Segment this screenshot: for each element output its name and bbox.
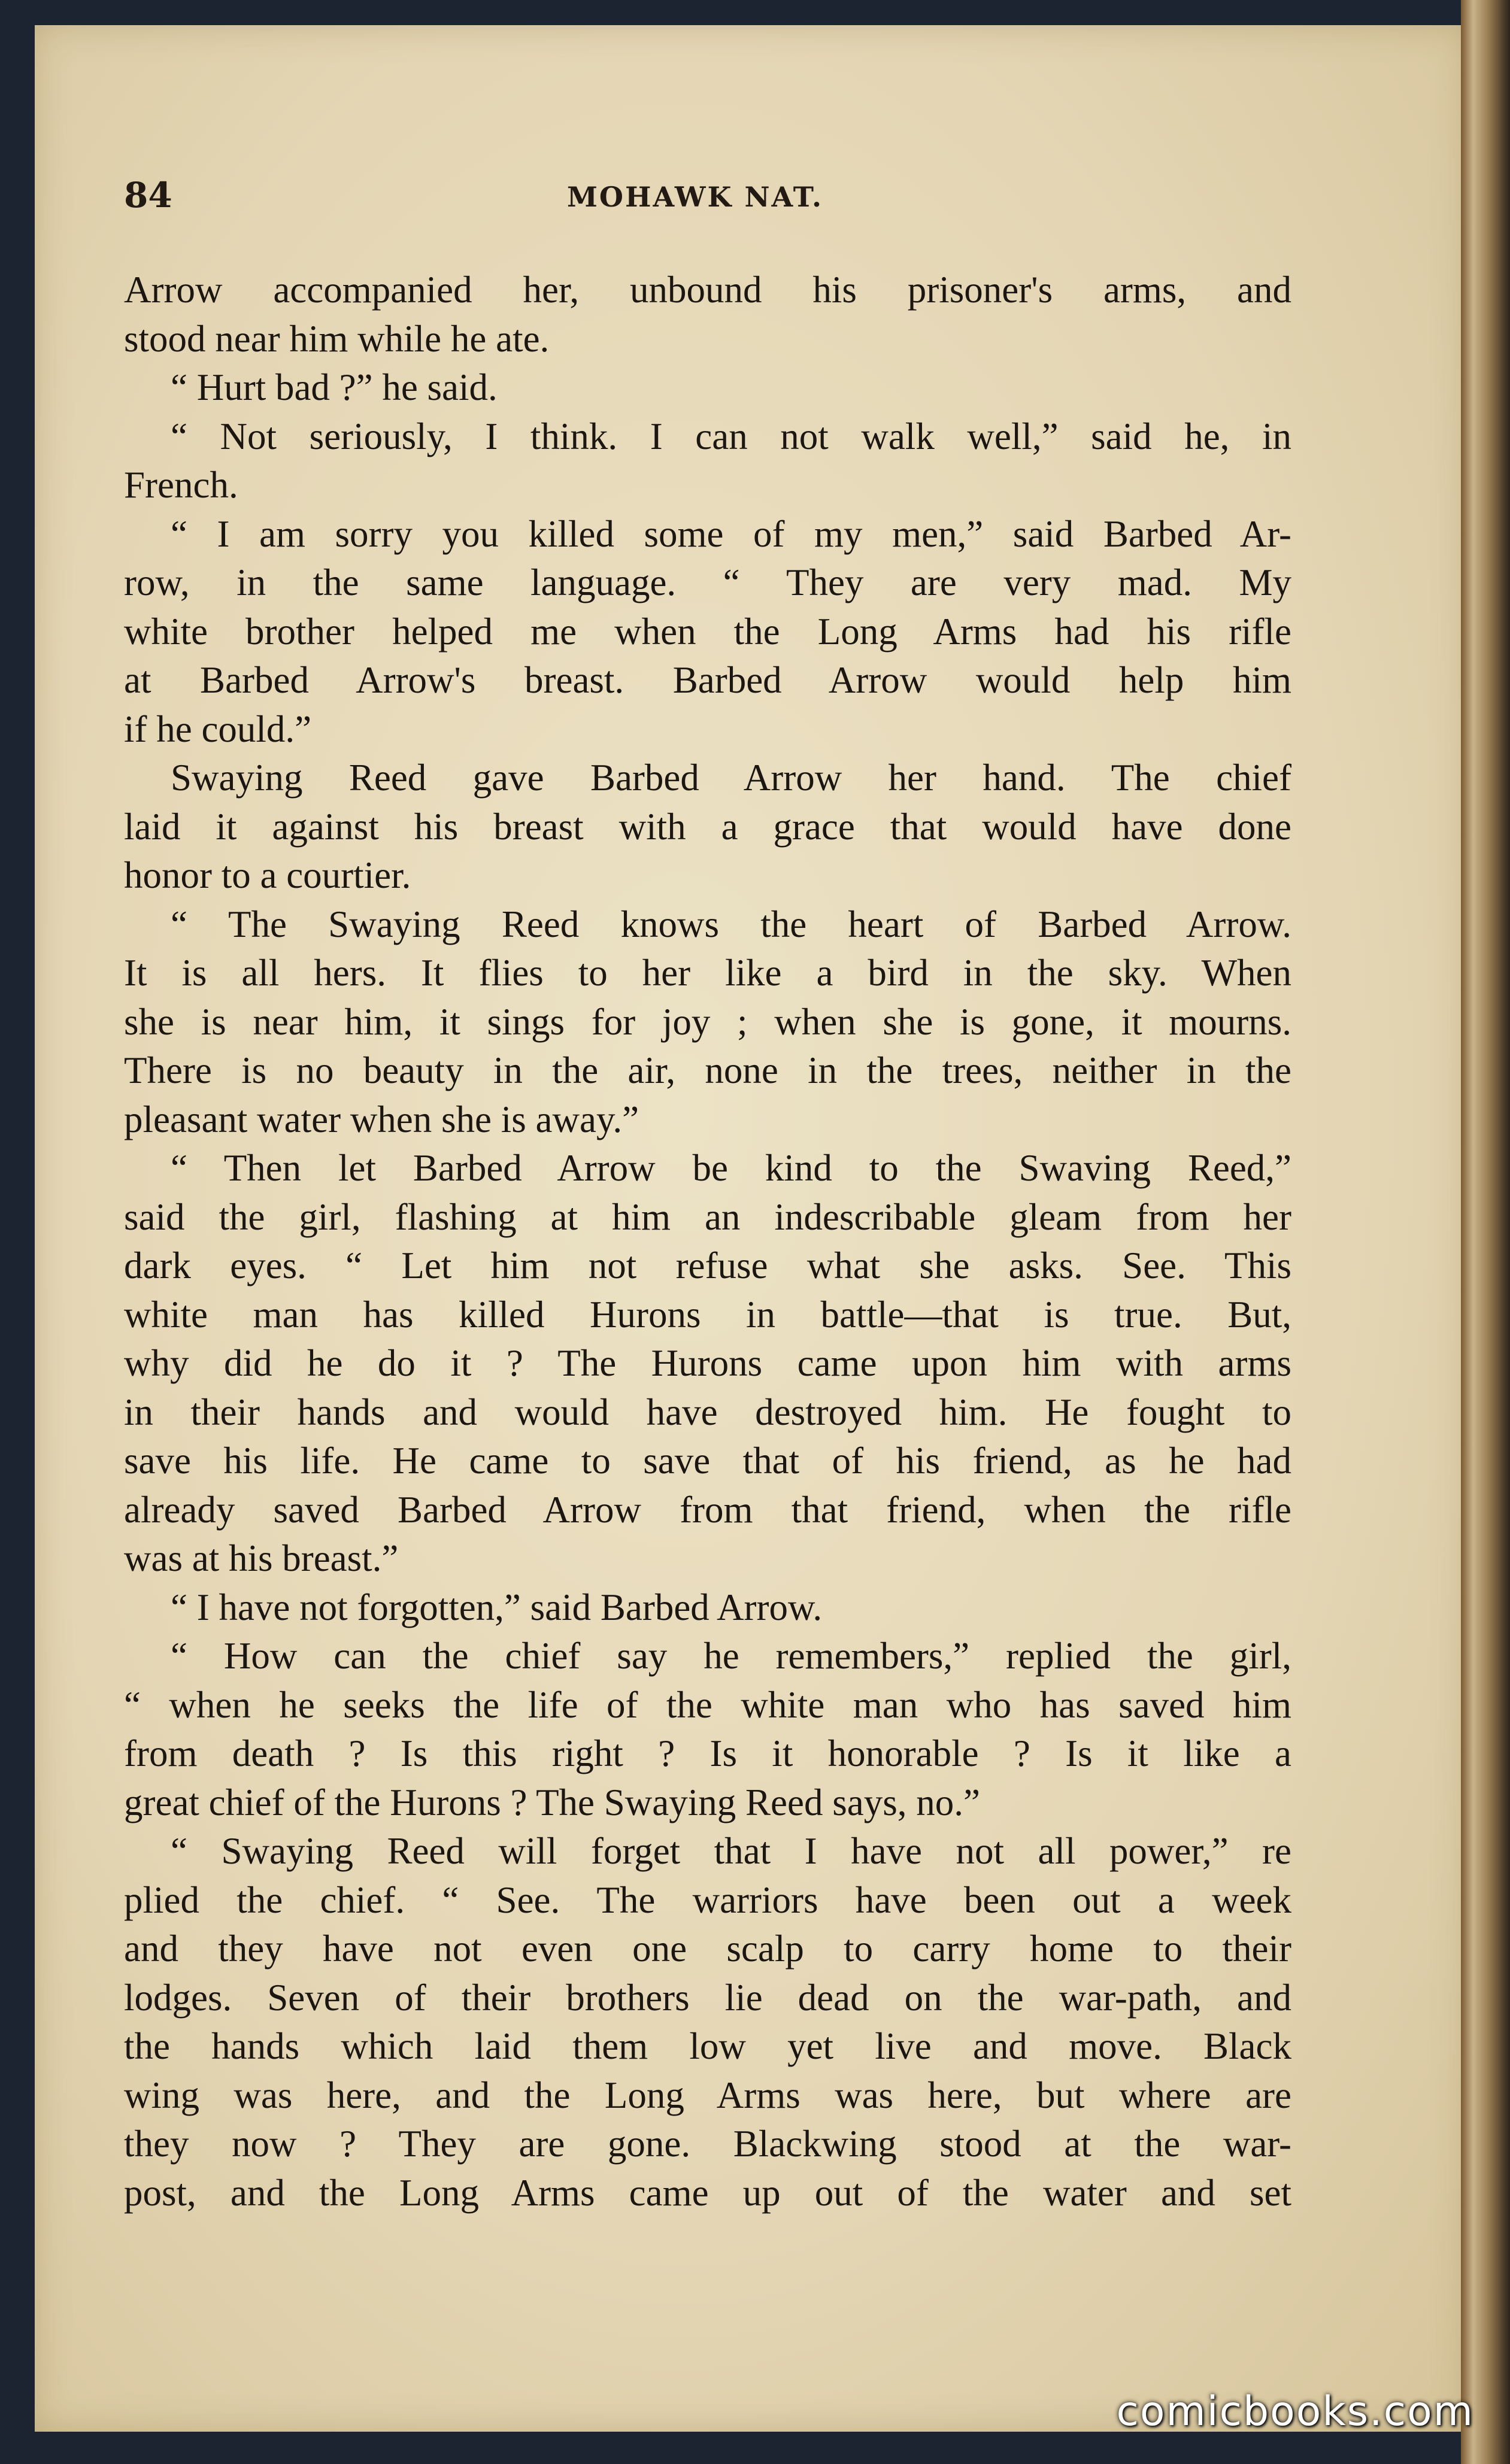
body-text: [124, 266, 1291, 2217]
running-header: [124, 175, 1291, 217]
text-line: in their hands and would have destroyed him. He fought to: [124, 1391, 1291, 1433]
text-line: why did he do it ? The Hurons came upon him with arms: [124, 1342, 1291, 1384]
text-line: if he could.”: [124, 708, 312, 750]
text-line: was at his breast.”: [124, 1537, 399, 1579]
text-line: Swaying Reed gave Barbed Arrow her hand. The chief: [171, 757, 1291, 799]
text-line: “ The Swaying Reed knows the heart of Barbed Arrow.: [171, 903, 1291, 945]
text-line: great chief of the Hurons ? The Swaying Reed says, no.”: [124, 1781, 980, 1823]
text-line: white brother helped me when the Long Arms had his rifle: [124, 610, 1291, 653]
text-line: “ Not seriously, I think. I can not walk well,” said he, in: [171, 415, 1291, 457]
text-line: Arrow accompanied her, unbound his prisoner's arms, and: [124, 269, 1291, 311]
text-line: plied the chief. “ See. The warriors have been out a week: [124, 1879, 1291, 1921]
page-number: 84: [124, 175, 172, 216]
text-line: “ How can the chief say he remembers,” replied the girl,: [171, 1635, 1291, 1677]
text-line: from death ? Is this right ? Is it honorable ? Is it like a: [124, 1732, 1291, 1774]
text-line: already saved Barbed Arrow from that friend, when the rifle: [124, 1488, 1291, 1531]
text-line: It is all hers. It flies to her like a bird in the sky. When: [124, 952, 1291, 994]
text-line: “ Swaying Reed will forget that I have not all power,” re: [171, 1830, 1291, 1872]
text-line: French.: [124, 464, 238, 506]
text-line: post, and the Long Arms came up out of the water and set: [124, 2171, 1291, 2214]
book-spine-edge: [1461, 0, 1510, 2464]
text-line: There is no beauty in the air, none in the trees, neither in the: [124, 1049, 1291, 1091]
text-line: “ I have not forgotten,” said Barbed Arrow.: [171, 1586, 823, 1628]
text-line: she is near him, it sings for joy ; when she is gone, it mourns.: [124, 1000, 1291, 1043]
text-line: stood near him while he ate.: [124, 317, 550, 360]
text-line: row, in the same language. “ They are very mad. My: [124, 562, 1291, 603]
text-line: “ Then let Barbed Arrow be kind to the Swaving Reed,”: [171, 1147, 1291, 1189]
text-line: laid it against his breast with a grace that would have done: [124, 805, 1291, 848]
text-line: save his life. He came to save that of his friend, as he had: [124, 1440, 1291, 1482]
text-line: at Barbed Arrow's breast. Barbed Arrow would help him: [124, 659, 1291, 701]
text-line: and they have not even one scalp to carry home to their: [124, 1928, 1291, 1970]
watermark: comicbooks.com: [1116, 2388, 1474, 2435]
text-line: said the girl, flashing at him an indescribable gleam from her: [124, 1195, 1291, 1238]
text-line: white man has killed Hurons in battle—that is true. But,: [124, 1293, 1291, 1336]
text-line: wing was here, and the Long Arms was here, but where are: [124, 2074, 1291, 2116]
text-line: the hands which laid them low yet live and move. Black: [124, 2025, 1291, 2067]
text-line: dark eyes. “ Let him not refuse what she asks. See. This: [124, 1245, 1291, 1286]
running-title: MOHAWK NAT.: [567, 181, 824, 213]
text-line: they now ? They are gone. Blackwing stood at the war-: [124, 2123, 1291, 2165]
text-line: pleasant water when she is away.”: [124, 1098, 639, 1140]
text-line: “ I am sorry you killed some of my men,” said Barbed Ar-: [171, 512, 1291, 555]
text-line: “ Hurt bad ?” he said.: [171, 366, 498, 408]
text-line: honor to a courtier.: [124, 854, 411, 896]
text-line: lodges. Seven of their brothers lie dead on the war-path, and: [124, 1976, 1291, 2019]
text-line: “ when he seeks the life of the white man who has saved him: [124, 1683, 1291, 1726]
